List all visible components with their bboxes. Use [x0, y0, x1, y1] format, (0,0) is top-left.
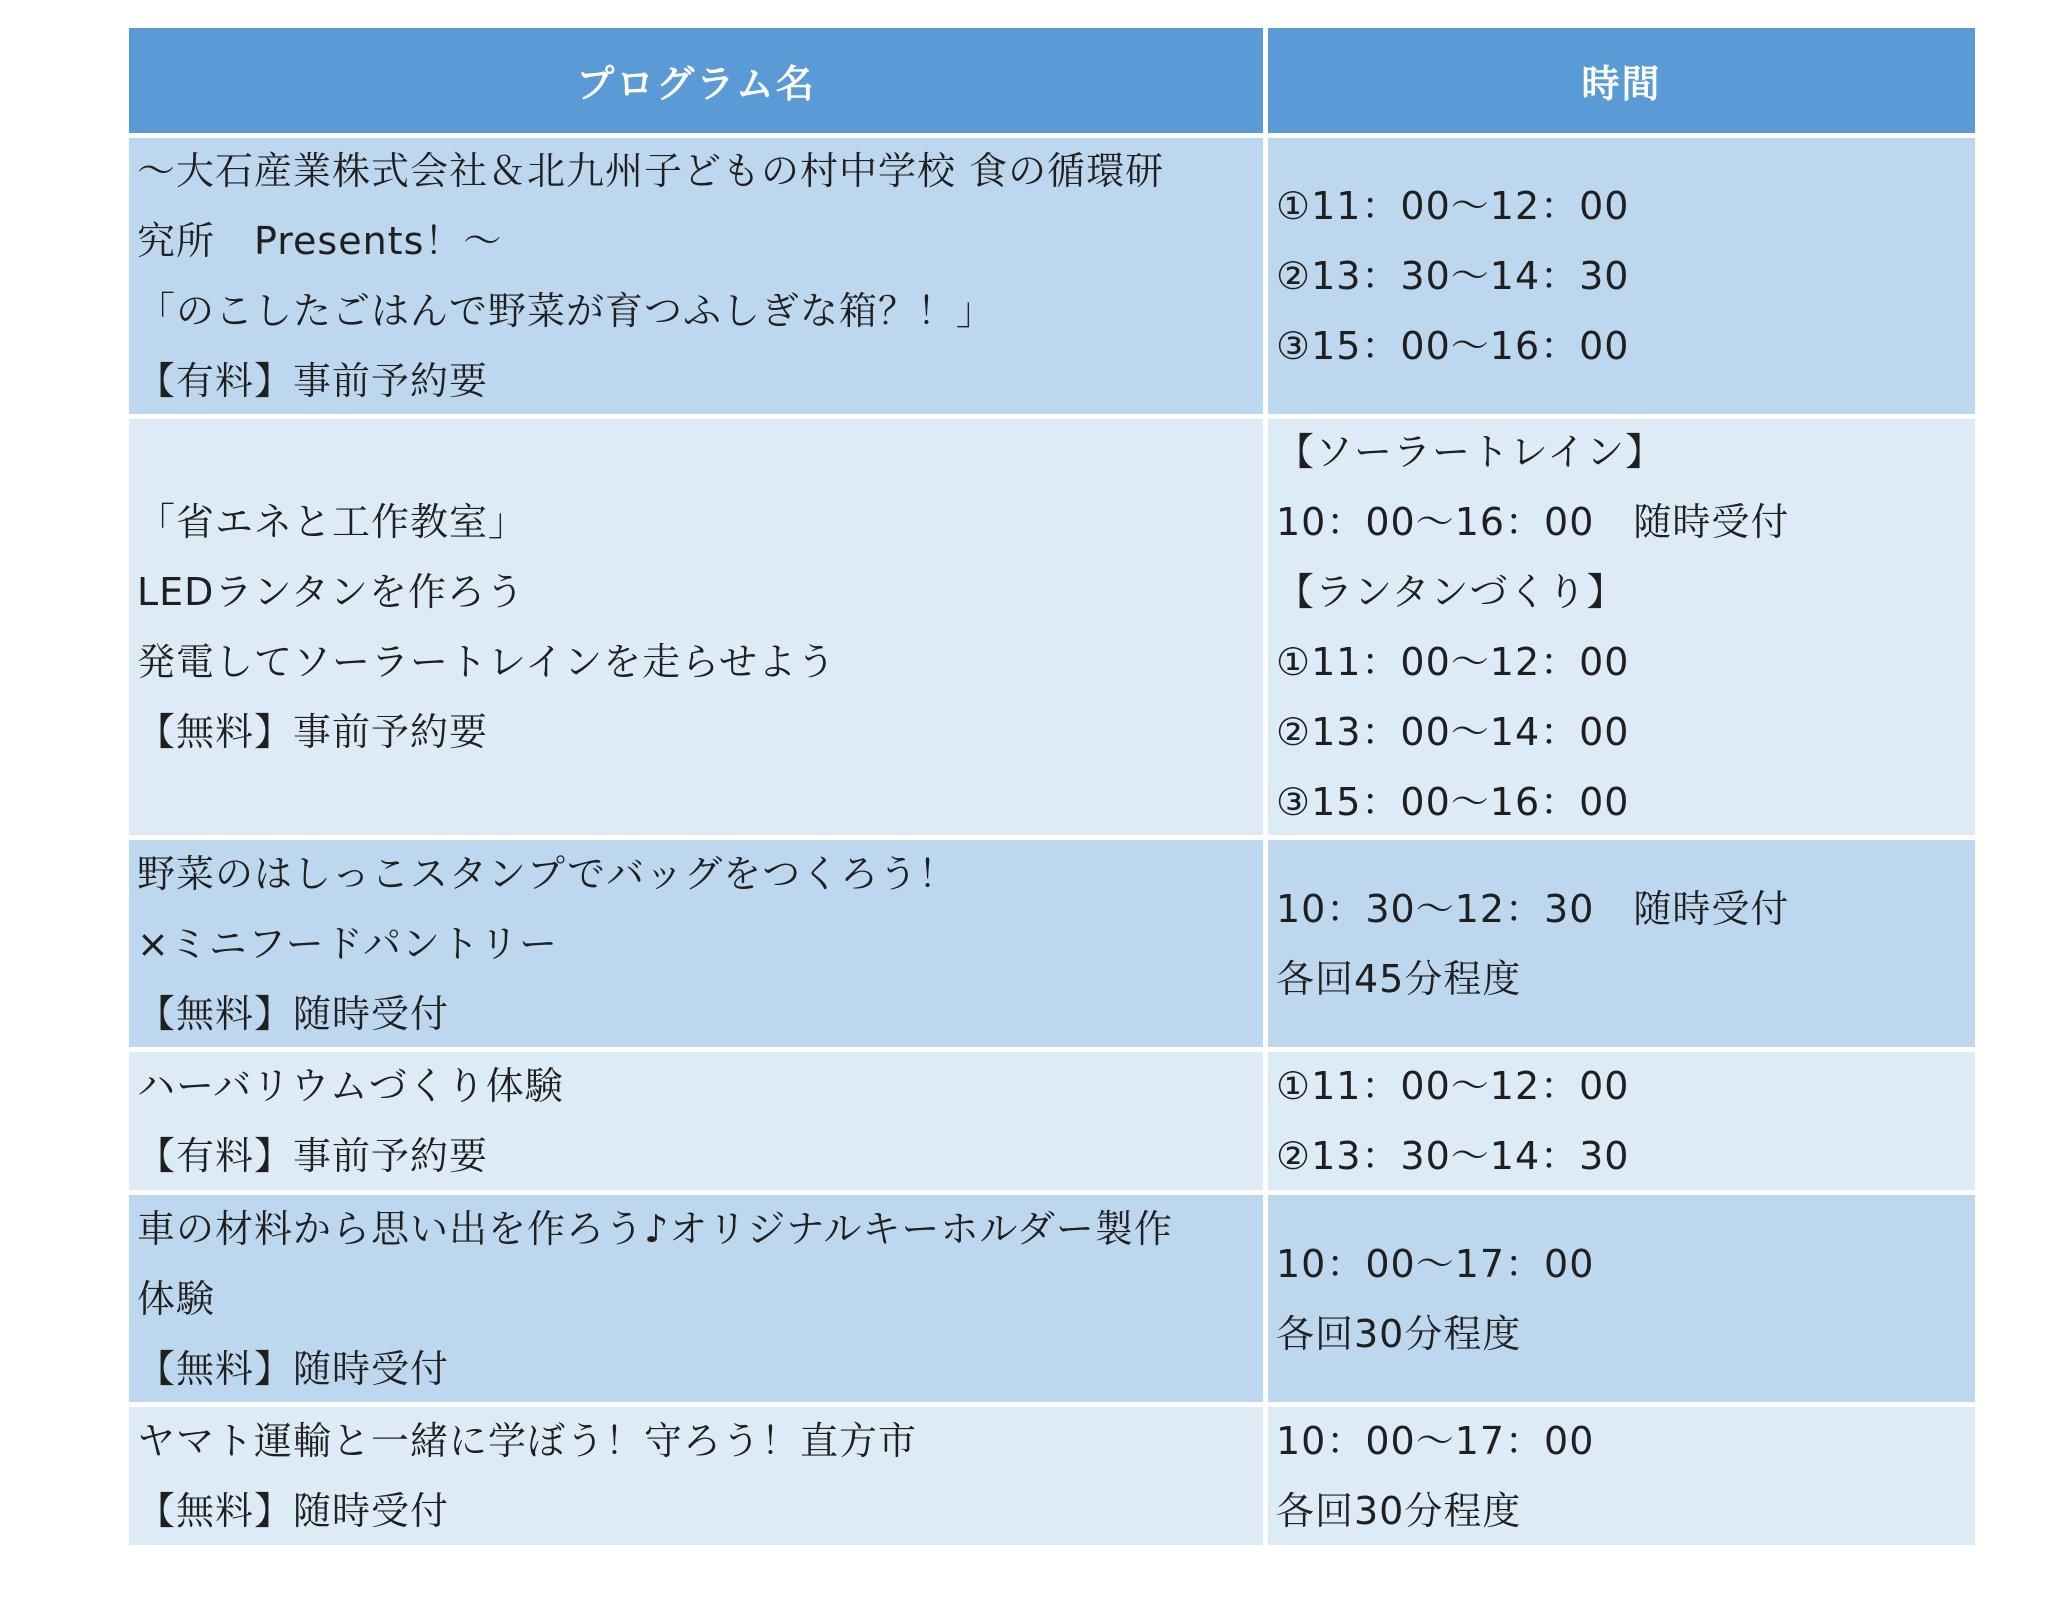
time-line: 10：30～12：30 随時受付	[1276, 886, 1790, 931]
time-line: ①11：00～12：00	[1276, 1064, 1630, 1108]
program-schedule-table	[129, 28, 1975, 1545]
program-name-line: 野菜のはしっこスタンプでバッグをつくろう！	[137, 851, 958, 896]
time-line: 各回45分程度	[1276, 956, 1522, 1001]
program-name-line: ヤマト運輸と一緒に学ぼう！守ろう！直方市	[137, 1419, 918, 1463]
program-name-line: ハーバリウムづくり体験	[137, 1064, 564, 1108]
program-name-line: 【無料】随時受付	[137, 1489, 450, 1533]
program-name-line: 【無料】随時受付	[137, 991, 450, 1036]
table-row	[129, 1195, 1975, 1402]
table-row	[129, 419, 1975, 835]
program-name-line: 「省エネと工作教室」	[137, 500, 528, 544]
table-row	[129, 1407, 1975, 1545]
time-cell	[1268, 1407, 1975, 1545]
time-line: 【ランタンづくり】	[1276, 570, 1626, 614]
program-name-line: 体験	[137, 1276, 216, 1321]
time-line: 10：00～16：00 随時受付	[1276, 500, 1790, 544]
program-name-line: 車の材料から思い出を作ろう♪オリジナルキーホルダー製作	[137, 1206, 1173, 1251]
time-line: 10：00～17：00	[1276, 1241, 1595, 1286]
program-name-line: 「のこしたごはんで野菜が育つふしぎな箱？！」	[137, 289, 996, 333]
program-name-cell	[129, 840, 1263, 1047]
time-line: ②13：30～14：30	[1276, 1134, 1630, 1178]
time-cell	[1268, 840, 1975, 1047]
time-cell	[1268, 1195, 1975, 1402]
program-name-line: 【無料】随時受付	[137, 1346, 450, 1391]
header-program-name: プログラム名	[129, 28, 1263, 133]
program-name-line: 【無料】事前予約要	[137, 710, 489, 754]
program-name-line: ～大石産業株式会社＆北九州子どもの村中学校 食の循環研	[137, 149, 1165, 193]
program-name-cell	[129, 1195, 1263, 1402]
program-name-cell	[129, 138, 1263, 414]
program-name-line: ×ミニフードパントリー	[137, 921, 558, 966]
program-name-line: 発電してソーラートレインを走らせよう	[137, 640, 836, 684]
time-line: ②13：00～14：00	[1276, 710, 1630, 754]
time-line: ①11：00～12：00	[1276, 640, 1630, 684]
time-cell	[1268, 419, 1975, 835]
time-cell	[1268, 1052, 1975, 1190]
time-line: ①11：00～12：00	[1276, 184, 1630, 228]
program-name-line: 【有料】事前予約要	[137, 359, 489, 403]
time-line: 【ソーラートレイン】	[1276, 430, 1665, 474]
program-name-line: LEDランタンを作ろう	[137, 570, 525, 614]
time-line: ③15：00～16：00	[1276, 324, 1630, 368]
table-header-row	[129, 28, 1975, 133]
time-line: 10：00～17：00	[1276, 1419, 1595, 1463]
program-name-line: 【有料】事前予約要	[137, 1134, 489, 1178]
table-row	[129, 1052, 1975, 1190]
program-name-cell	[129, 419, 1263, 835]
program-name-cell	[129, 1052, 1263, 1190]
time-line: 各回30分程度	[1276, 1311, 1522, 1356]
program-name-cell	[129, 1407, 1263, 1545]
table-row	[129, 138, 1975, 414]
time-line: ②13：30～14：30	[1276, 254, 1630, 298]
table-row	[129, 840, 1975, 1047]
time-line: 各回30分程度	[1276, 1489, 1522, 1533]
header-time: 時間	[1268, 28, 1975, 133]
time-cell	[1268, 138, 1975, 414]
program-name-line: 究所 Presents！～	[137, 219, 503, 263]
time-line: ③15：00～16：00	[1276, 780, 1630, 824]
